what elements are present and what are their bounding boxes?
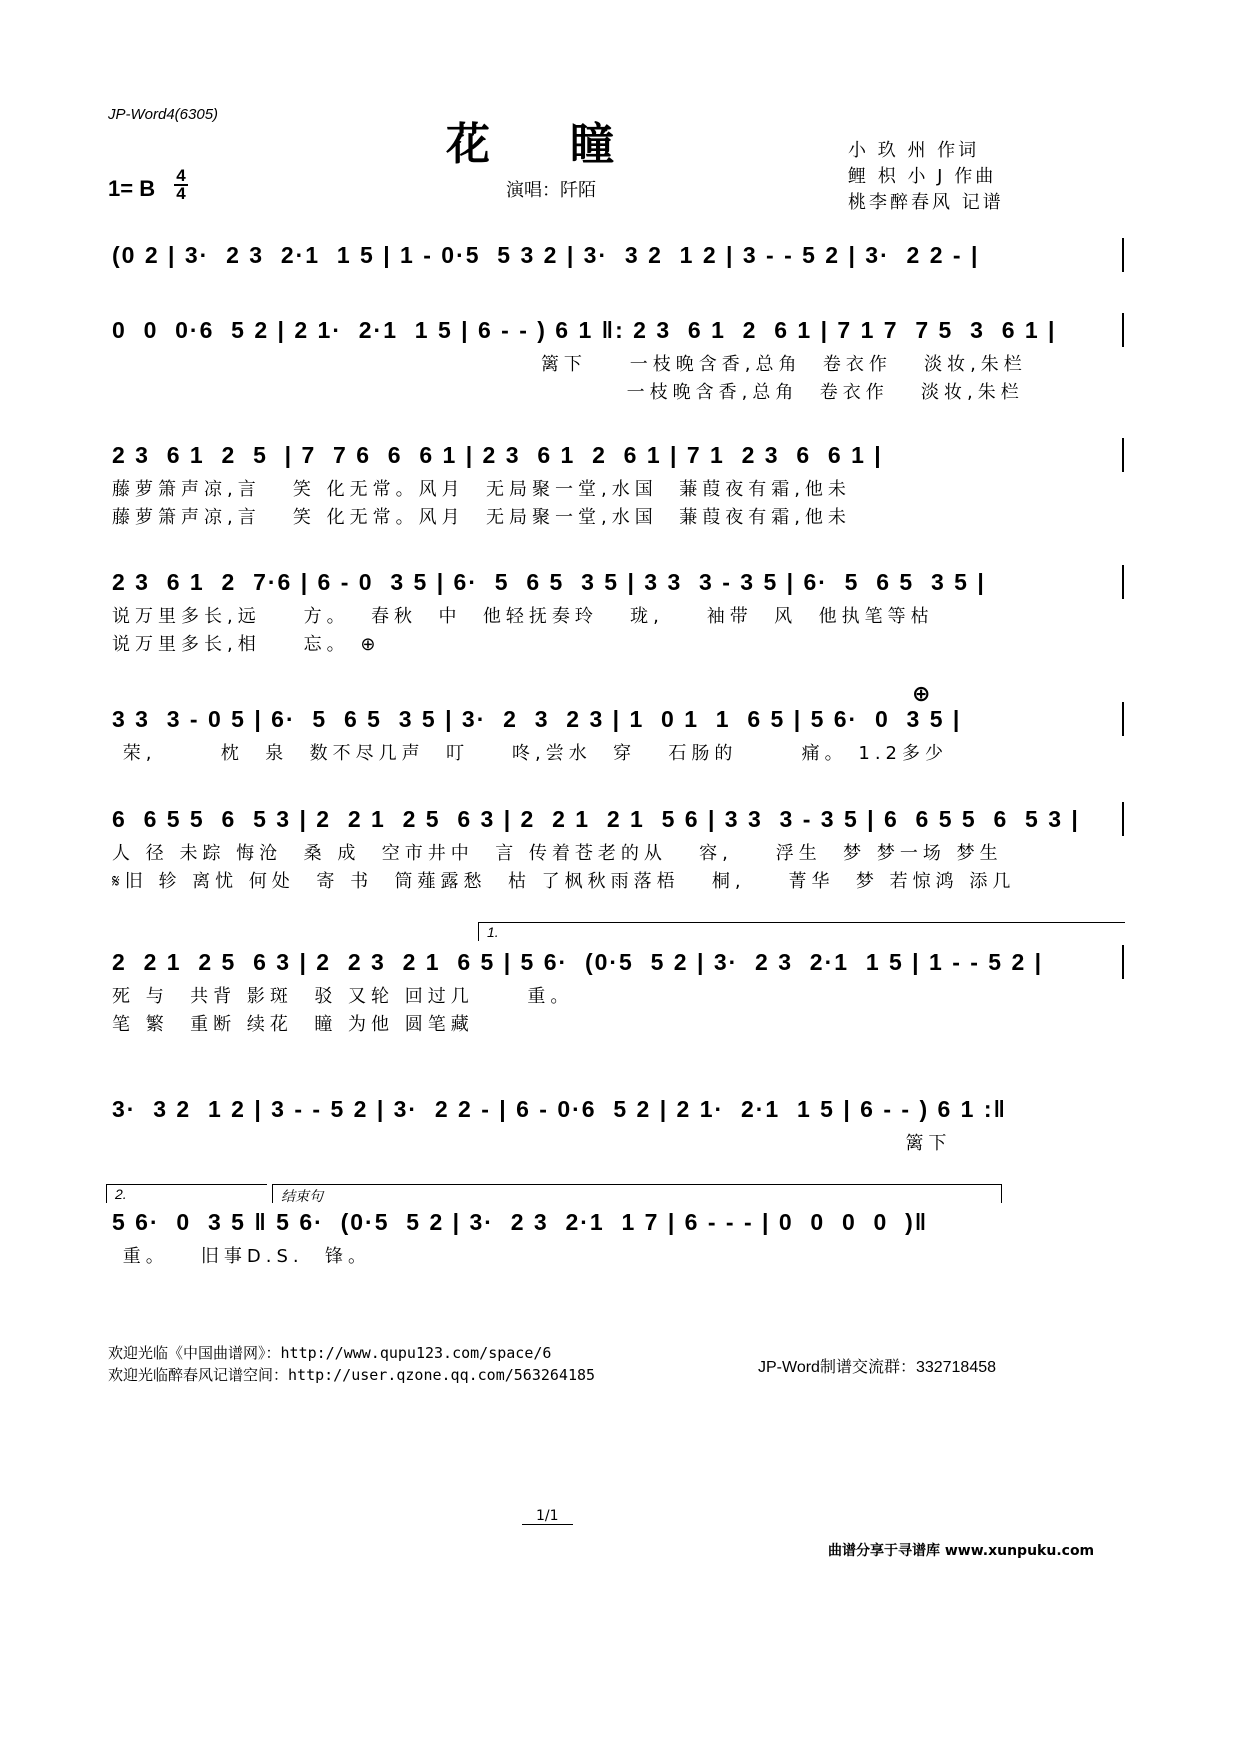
- composer-credit: 鲤 枳 小 J 作曲: [848, 166, 997, 187]
- barline: [1122, 702, 1124, 736]
- notation-line: (0 2 | 3· 2 3 2·1 1 5 | 1 - 0·5 5 3 2 | 3· 3 2 1 2 | 3 - - 5 2 | 3· 2 2 - |: [112, 242, 980, 268]
- staff-system-3: [112, 438, 1124, 532]
- footer-group: JP-Word制谱交流群：332718458: [758, 1359, 997, 1376]
- notation-line: 0 0 0·6 5 2 | 2 1· 2·1 1 5 | 6 - - ) 6 1 ‖: 2 3 6 1 2 6 1 | 7 1 7 7 5 3 6 1 |: [112, 317, 1057, 343]
- second-ending-label: 2.: [115, 1186, 127, 1202]
- lyric-verse-2: 藤萝箫声凉,言 笑 化无常。风月 无局聚一堂,水国 蒹葭夜有霜,他未: [112, 507, 851, 528]
- lyric-verse-1: 说万里多长,远 方。 春秋 中 他轻抚奏玲 珑, 袖带 风 他执笔等枯: [112, 606, 934, 627]
- transcriber-credit: 桃李醉春风 记谱: [848, 192, 1004, 213]
- notation-line: 6 6 5 5 6 5 3 | 2 2 1 2 5 6 3 | 2 2 1 2 1 5 6 | 3 3 3 - 3 5 | 6 6 5 5 6 5 3 |: [112, 806, 1080, 832]
- lyric-verse-1: 重。 旧事D.S. 锋。: [112, 1246, 372, 1267]
- coda-section-label: 结束句: [281, 1188, 323, 1204]
- barline: [1122, 945, 1124, 979]
- staff-system-6: [112, 802, 1124, 896]
- time-signature-bottom: 4: [174, 184, 188, 202]
- lyric-verse-2: 说万里多长,相 忘。 ⊕: [112, 634, 381, 655]
- lyric-verse-2: 𝄋旧 轸 离忧 何处 寄 书 筒薤露愁 枯 了枫秋雨落梧 桐, 菁华 梦 若惊鸿 添几: [112, 871, 1016, 892]
- time-signature-top: 4: [176, 166, 186, 185]
- staff-system-7: [112, 945, 1124, 1039]
- notation-line: 5 6· 0 3 5 ‖ 5 6· (0·5 5 2 | 3· 2 3 2·1 1 7 | 6 - - - | 0 0 0 0 )‖: [112, 1209, 929, 1235]
- coda-section-bracket: [272, 1184, 1002, 1203]
- staff-system-8: [112, 1092, 1124, 1158]
- lyric-verse-1: 藤萝箫声凉,言 笑 化无常。风月 无局聚一堂,水国 蒹葭夜有霜,他未: [112, 479, 851, 500]
- lyric-verse-1: 篱下 一枝晚含香,总角 卷衣作 淡妆,朱栏: [112, 354, 1027, 375]
- coda-symbol: ⊕: [912, 682, 931, 707]
- lyric-verse-2: 一枝晚含香,总角 卷衣作 淡妆,朱栏: [112, 382, 1024, 403]
- song-title: 花瞳: [446, 119, 694, 170]
- barline: [1122, 565, 1124, 599]
- barline: [1122, 802, 1124, 836]
- staff-system-4: [112, 565, 1124, 659]
- notation-line: 2 3 6 1 2 5 | 7 7 6 6 6 1 | 2 3 6 1 2 6 1 | 7 1 2 3 6 6 1 |: [112, 442, 883, 468]
- lyricist-credit: 小 玖 州 作词: [848, 140, 980, 161]
- staff-system-9: [112, 1205, 1124, 1271]
- barline: [1122, 438, 1124, 472]
- notation-line: 3· 3 2 1 2 | 3 - - 5 2 | 3· 2 2 - | 6 - 0·6 5 2 | 2 1· 2·1 1 5 | 6 - - ) 6 1 :‖: [112, 1096, 1007, 1122]
- lyric-verse-1: 篱下: [112, 1133, 952, 1154]
- singer-credit: 演唱：阡陌: [506, 180, 596, 201]
- lyric-verse-1: 死 与 共背 影斑 驳 又轮 回过几 重。: [112, 986, 574, 1007]
- lyric-verse-1: 人 径 未踪 悔沧 桑 成 空市井中 言 传着苍老的从 容, 浮生 梦 梦一场 梦生: [112, 843, 1003, 864]
- notation-line: 3 3 3 - 0 5 | 6· 5 6 5 3 5 | 3· 2 3 2 3 | 1 0 1 1 6 5 | 5 6· 0 3 5 |: [112, 706, 962, 732]
- lyric-verse-1: 荣, 枕 泉 数不尽几声 叮 咚,尝水 穿 石肠的 痛。 1.2多少: [112, 743, 948, 764]
- footer-link-qupu[interactable]: 欢迎光临《中国曲谱网》：http://www.qupu123.com/space/6: [108, 1344, 552, 1362]
- key-signature: 1= B: [108, 176, 156, 201]
- staff-system-5: [112, 702, 1124, 768]
- watermark: 曲谱分享于寻谱库 www.xunpuku.com: [828, 1543, 1095, 1559]
- staff-system-2: [112, 313, 1124, 407]
- barline: [1122, 313, 1124, 347]
- barline: [1122, 238, 1124, 272]
- time-signature: [174, 168, 188, 202]
- second-ending-bracket: [106, 1184, 267, 1203]
- software-tag: JP-Word4(6305): [108, 106, 219, 123]
- footer-link-qzone[interactable]: 欢迎光临醉春风记谱空间：http://user.qzone.qq.com/563264185: [108, 1366, 596, 1384]
- first-ending-bracket: [478, 922, 1125, 941]
- staff-system-1: [112, 238, 1124, 272]
- lyric-verse-2: 笔 繁 重断 续花 瞳 为他 圆笔藏: [112, 1014, 474, 1035]
- notation-line: 2 2 1 2 5 6 3 | 2 2 3 2 1 6 5 | 5 6· (0·5 5 2 | 3· 2 3 2·1 1 5 | 1 - - 5 2 |: [112, 949, 1044, 975]
- page-number: 1/1: [522, 1508, 573, 1525]
- first-ending-label: 1.: [487, 924, 499, 940]
- notation-line: 2 3 6 1 2 7·6 | 6 - 0 3 5 | 6· 5 6 5 3 5 | 3 3 3 - 3 5 | 6· 5 6 5 3 5 |: [112, 569, 986, 595]
